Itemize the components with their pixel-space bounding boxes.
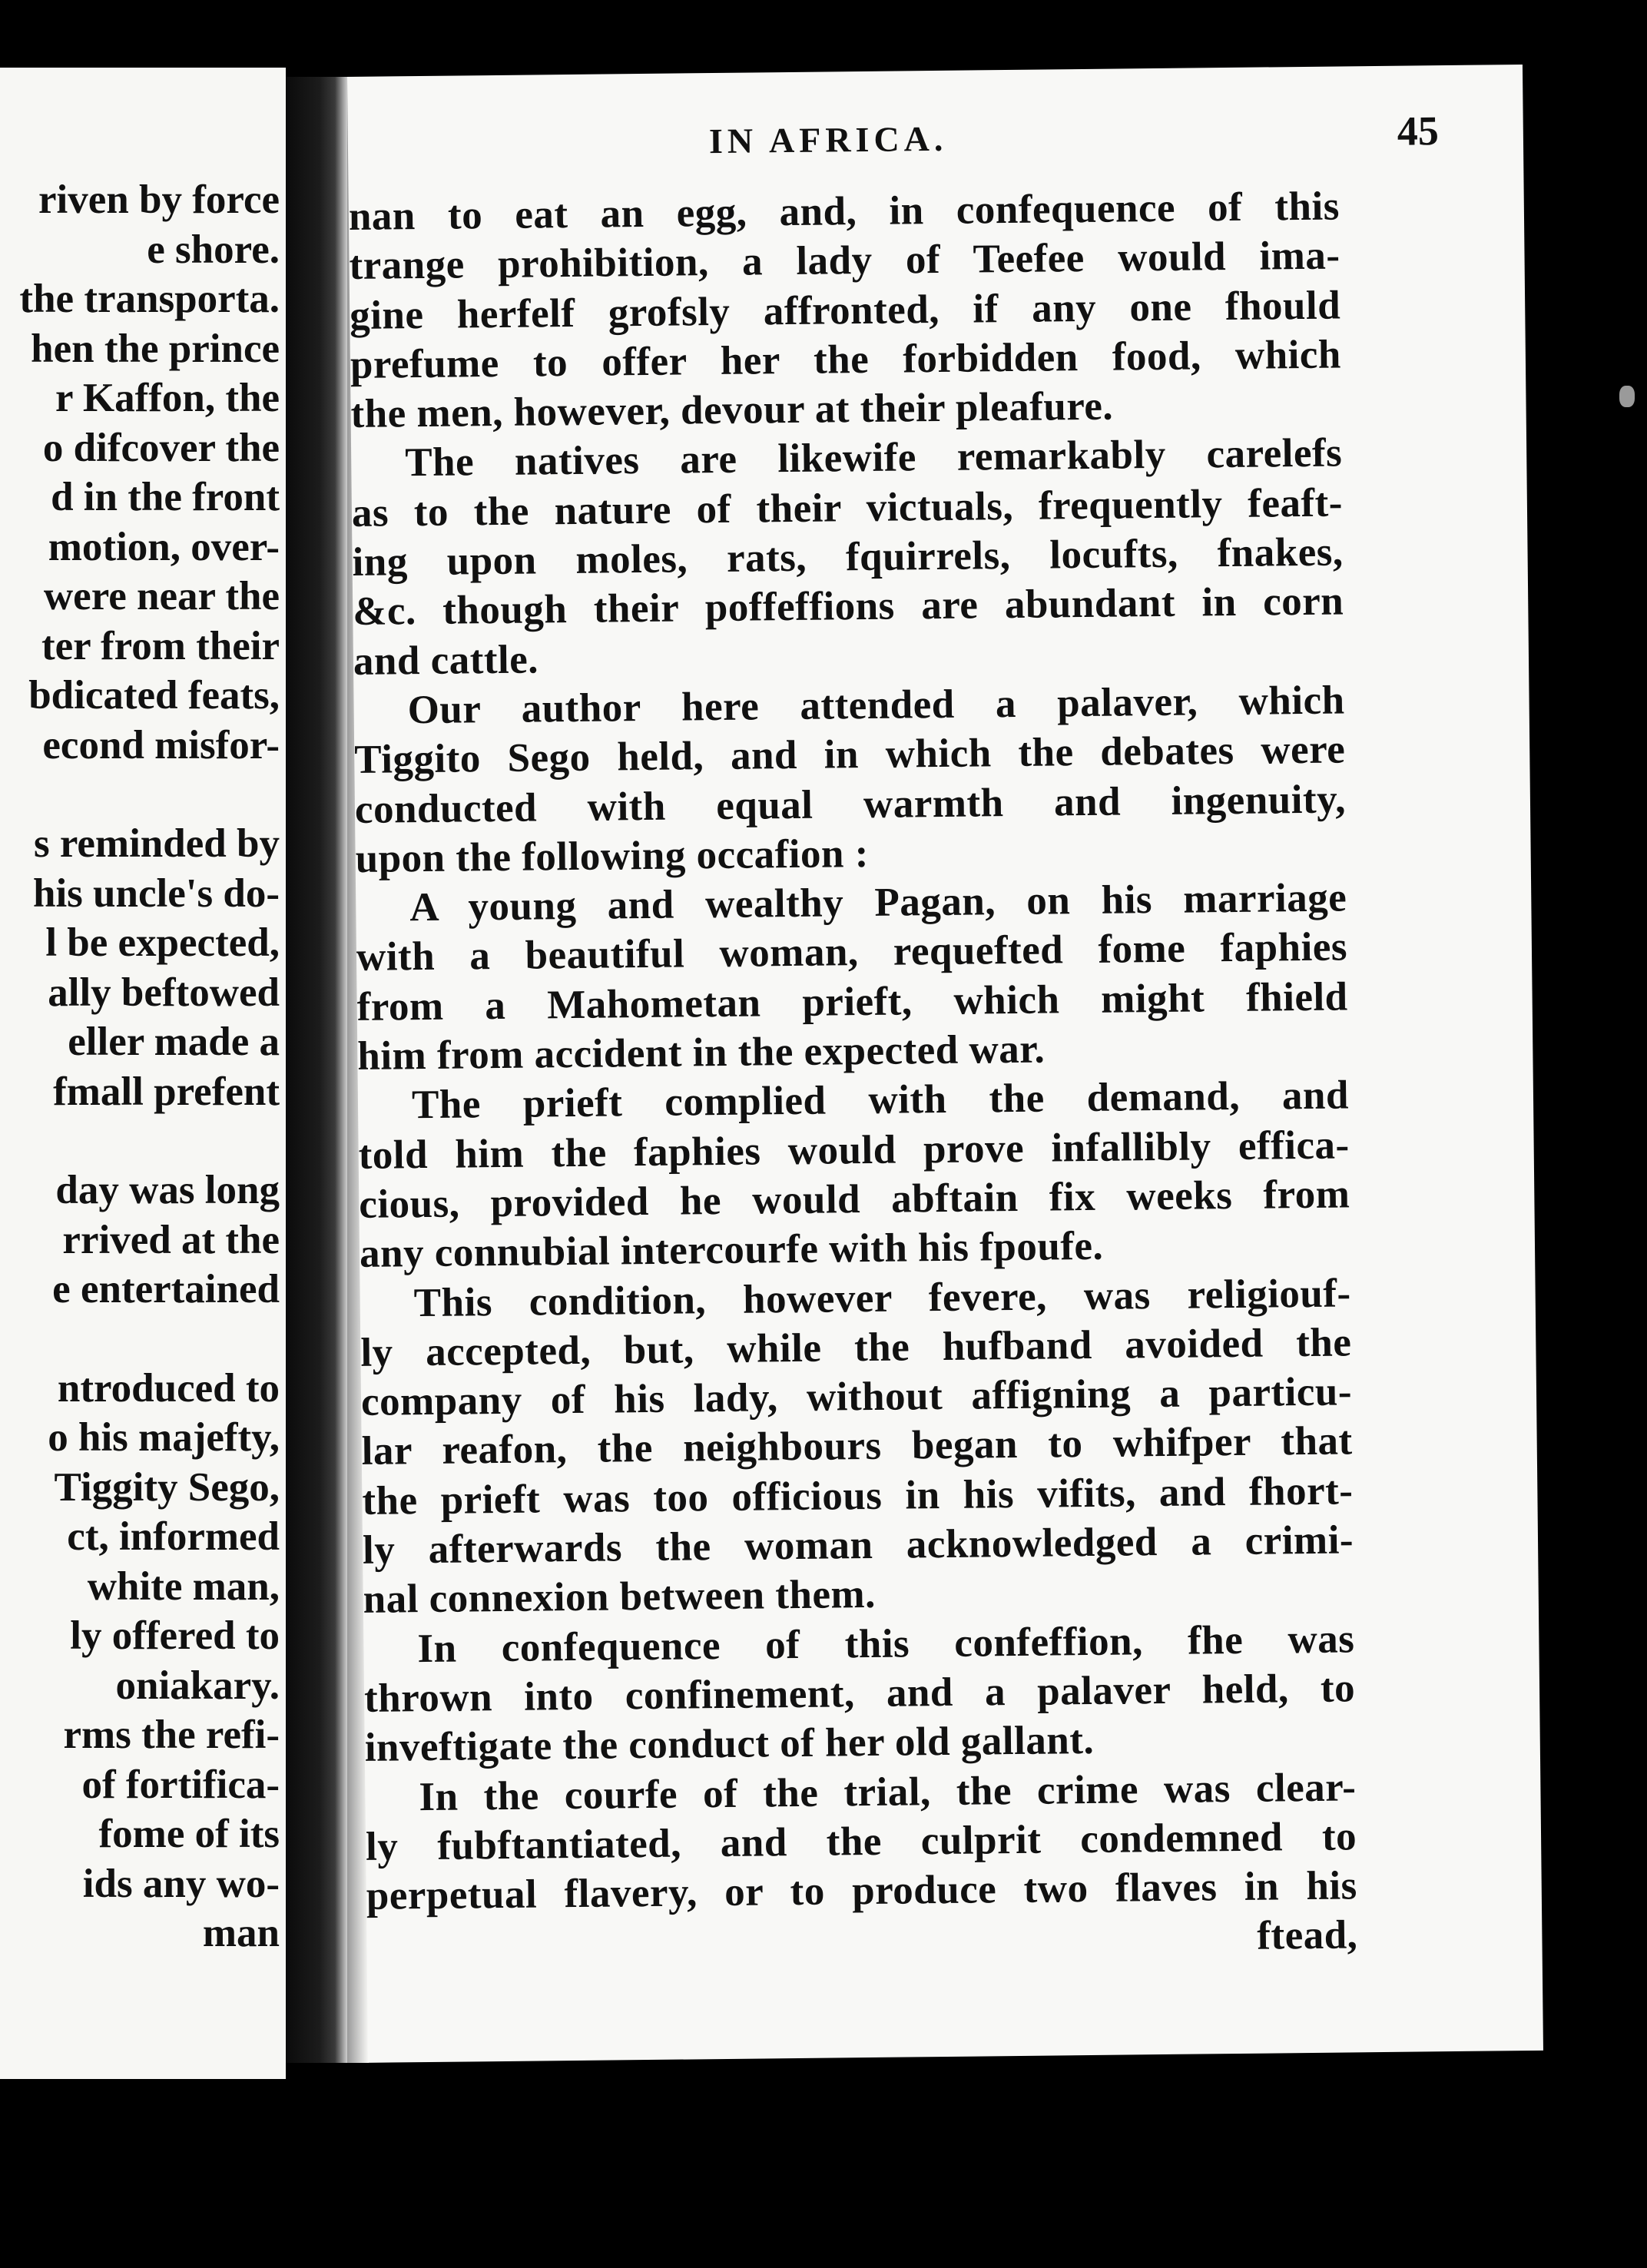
text-line: This condition, however fevere, was religiouf-	[413, 1270, 1351, 1325]
text-line: his uncle's do-	[32, 870, 280, 916]
text-line: d in the front	[51, 475, 280, 519]
text-line: day was long	[55, 1168, 280, 1212]
text-line: trange prohibition, a lady of Teefee would ima-	[349, 233, 1340, 289]
running-head-title: IN AFRICA.	[708, 118, 948, 161]
paragraph-gap	[0, 1116, 280, 1166]
text-line: oniakary.	[115, 1663, 280, 1708]
text-line: lar reafon, the neighbours began to whifper that	[361, 1418, 1353, 1474]
scan-speck	[1619, 386, 1635, 407]
text-line: ids any wo-	[82, 1861, 280, 1906]
text-line: from a Mahometan prieft, which might fhield	[356, 974, 1348, 1030]
text-line: the prieft was too officious in his vifits, and fhort-	[362, 1468, 1354, 1524]
text-line: prefume to offer her the forbidden food, which	[350, 332, 1342, 387]
text-line: ly fubftantiated, and the culprit condemned to	[365, 1814, 1357, 1869]
text-line: o his majefty,	[48, 1415, 280, 1460]
text-line: riven by force	[38, 177, 280, 222]
text-line: white man,	[87, 1563, 280, 1609]
text-line: upon the following occafion :	[355, 831, 870, 881]
text-line: any connubial intercourfe with his fpoufe.	[359, 1224, 1104, 1277]
text-line: ing upon moles, rats, fquirrels, locufts, fnakes,	[352, 529, 1344, 585]
text-line: Our author here attended a palaver, which	[407, 678, 1345, 733]
text-line: gine herfelf grofsly affronted, if any one fhould	[349, 283, 1341, 338]
text-line: fmall prefent	[53, 1069, 280, 1114]
text-line: ct, informed	[67, 1514, 280, 1559]
text-line: In confequence of this confeffion, fhe was	[417, 1616, 1355, 1671]
text-line: told him the faphies would prove infallibly effica-	[358, 1122, 1350, 1178]
text-line: s reminded by	[33, 821, 280, 866]
text-line: him from accident in the expected war.	[357, 1026, 1046, 1079]
text-line: A young and wealthy Pagan, on his marriage	[409, 875, 1347, 930]
text-line: econd misfor-	[42, 722, 280, 768]
text-line: ly afterwards the woman acknowledged a crimi-	[362, 1517, 1354, 1573]
text-line: hen the prince	[31, 326, 280, 371]
text-line: o difcover the	[42, 425, 280, 470]
text-line: The natives are likewife remarkably carelefs	[404, 430, 1343, 486]
text-line: nan to eat an egg, and, in confequence of this	[348, 184, 1340, 239]
text-line: bdicated feats,	[28, 673, 280, 718]
text-line: company of his lady, without affigning a particu-	[360, 1369, 1353, 1425]
right-page-text	[349, 181, 1358, 1970]
text-line: In the courfe of the trial, the crime was clear-	[419, 1764, 1357, 1819]
text-line: eller made a	[68, 1020, 280, 1064]
text-line: ly accepted, but, while the hufband avoided the	[360, 1320, 1352, 1375]
text-line: ally beftowed	[48, 970, 280, 1015]
text-line: thrown into confinement, and a palaver held, to	[363, 1666, 1356, 1721]
text-line: cious, provided he would abftain fix weeks from	[359, 1172, 1350, 1227]
paragraph-gap	[0, 770, 280, 819]
text-line: nal connexion between them.	[363, 1572, 877, 1623]
text-line: as to the nature of their victuals, frequently feaft-	[351, 480, 1344, 536]
text-line: l be expected,	[45, 920, 280, 965]
text-line: ly offered to	[70, 1613, 280, 1658]
text-line: r Kaffon, the	[55, 376, 280, 420]
right-page	[347, 65, 1543, 2063]
text-line: the transporta.	[19, 277, 280, 321]
text-line: man	[202, 1911, 280, 1955]
text-line: &c. though their poffeffions are abundant in corn	[352, 579, 1344, 635]
text-line: e shore.	[147, 227, 280, 272]
catchword: ftead,	[1257, 1912, 1358, 1959]
text-line: ter from their	[41, 623, 280, 668]
page-number: 45	[1397, 108, 1440, 154]
running-head	[348, 108, 1524, 178]
text-line: with a beautiful woman, requefted fome faphies	[356, 924, 1348, 980]
text-line: inveftigate the conduct of her old gallant.	[364, 1718, 1095, 1771]
text-line: rrived at the	[62, 1217, 280, 1262]
text-line: Tiggito Sego held, and in which the debates were	[354, 727, 1346, 783]
book-gutter	[286, 77, 347, 2063]
left-page-text	[0, 175, 280, 1958]
paragraph-gap	[0, 1315, 280, 1364]
text-line: e entertained	[52, 1267, 280, 1311]
text-line: were near the	[43, 574, 280, 618]
text-line: Tiggity Sego,	[54, 1464, 280, 1510]
text-line: perpetual flavery, or to produce two flaves in his	[366, 1863, 1358, 1918]
text-line: of fortifica-	[81, 1762, 280, 1807]
text-line: rms the refi-	[63, 1713, 280, 1757]
text-line: fome of its	[98, 1812, 280, 1856]
text-line: The prieft complied with the demand, and	[411, 1073, 1350, 1128]
left-facing-page	[0, 68, 286, 2079]
text-line: the men, however, devour at their pleafure.	[350, 383, 1114, 437]
text-line: and cattle.	[353, 637, 539, 684]
text-line: motion, over-	[48, 524, 280, 569]
text-line: conducted with equal warmth and ingenuity,	[354, 777, 1347, 832]
text-line: ntroduced to	[57, 1365, 280, 1411]
